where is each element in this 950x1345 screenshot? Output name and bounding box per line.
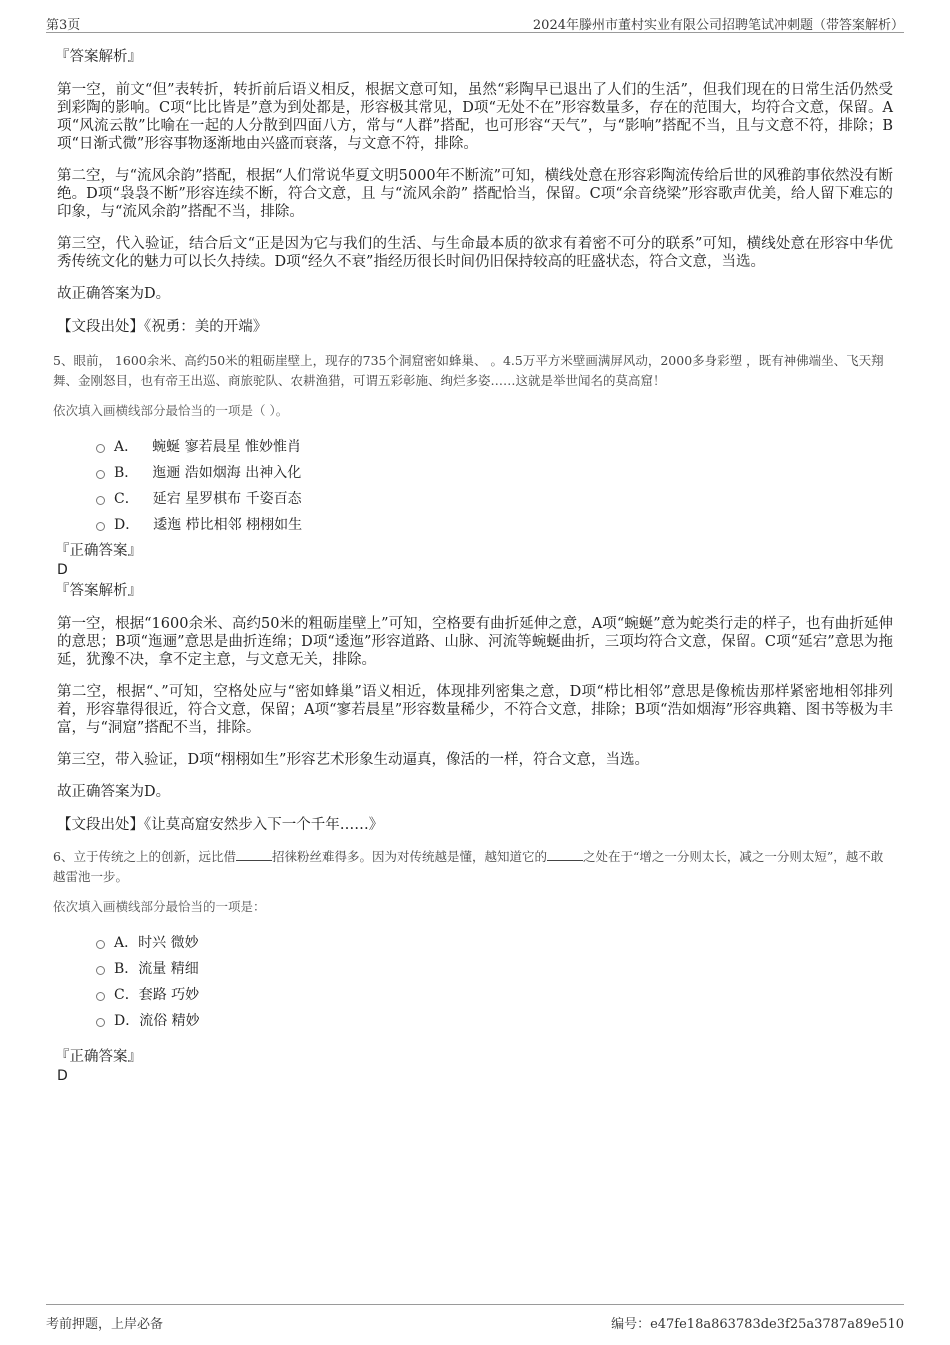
question-5 xyxy=(53,351,893,835)
q6-option-a[interactable]: A． 时兴 微妙 xyxy=(96,929,893,955)
q6-option-b[interactable]: B． 流量 精细 xyxy=(96,955,893,981)
q4-analysis-p1: 第一空，前文“但”表转折，转折前后语义相反，根据文意可知，虽然“彩陶早已退出了人们的生活”，但我们现在的日常生活仍然受到彩陶的影响。C项“比比皆是”意为到处都是，形容极其常见，D项“无处不在”形容数量多，存在的范围大，均符合文意，保留。A项“风流云散”比喻在一起的人分散到四面八方，常与“人群”搭配，也可形容“天气”，与“影响”搭配不当，且与文意不符，排除；B项“日渐式微”形容事物逐渐地由兴盛而衰落，与文意不符，排除。 xyxy=(57,82,893,152)
q5-conclusion: 故正确答案为D。 xyxy=(57,784,171,800)
q5-analysis-p2: 第二空，根据“、”可知，空格处应与“密如蜂巢”语义相近，体现排列密集之意，D项“栉比相邻”意思是像梳齿那样紧密地相邻排列着，形容靠得很近，符合文意，保留；A项“寥若晨星”形容数量稀少，不符合文意，排除；B项“浩如烟海”形容典籍、图书等极为丰富，与“洞窟”搭配不当，排除。 xyxy=(57,684,893,736)
q5-analysis-label: 『答案解析』 xyxy=(55,583,142,599)
q5-option-d[interactable]: D． 逶迤 栉比相邻 栩栩如生 xyxy=(96,511,893,537)
radio-icon[interactable] xyxy=(96,444,105,453)
q5-option-a[interactable]: A． 蜿蜒 寥若晨星 惟妙惟肖 xyxy=(96,433,893,459)
page-footer xyxy=(46,1304,904,1332)
footer-slogan: 考前押题，上岸必备 xyxy=(46,1317,164,1332)
q6-options xyxy=(57,929,893,1033)
q4-source: 【文段出处】《祝勇：美的开端》 xyxy=(57,319,268,335)
q5-answer: D xyxy=(57,562,68,578)
q6-option-d[interactable]: D． 流俗 精妙 xyxy=(96,1007,893,1033)
fill-blank xyxy=(236,848,272,861)
question-6 xyxy=(53,847,893,1085)
page-content xyxy=(53,47,893,1085)
q4-conclusion: 故正确答案为D。 xyxy=(57,286,171,302)
q6-option-c[interactable]: C． 套路 巧妙 xyxy=(96,981,893,1007)
radio-icon[interactable] xyxy=(96,1018,105,1027)
q4-analysis-label: 『答案解析』 xyxy=(55,49,142,65)
radio-icon[interactable] xyxy=(96,966,105,975)
q6-prompt: 依次填入画横线部分最恰当的一项是： xyxy=(53,899,266,914)
q5-options xyxy=(57,433,893,537)
fill-blank xyxy=(547,848,583,861)
q6-stem: 6、立于传统之上的创新，远比借 招徕粉丝难得多。因为对传统越是懂，越知道它的 之处在于“增之一分则太长，减之一分则太短”，越不敢越雷池一步。 xyxy=(53,849,884,884)
q5-source: 【文段出处】《让莫高窟安然步入下一个千年……》 xyxy=(57,817,384,833)
radio-icon[interactable] xyxy=(96,522,105,531)
q4-analysis-p3: 第三空，代入验证，结合后文“正是因为它与我们的生活、与生命最本质的欲求有着密不可分的联系”可知，横线处意在形容中华优秀传统文化的魅力可以长久持续。D项“经久不衰”指经历很长时间仍旧保持较高的旺盛状态，符合文意，当选。 xyxy=(57,236,893,270)
q4-analysis xyxy=(57,47,893,337)
q6-answer-label: 『正确答案』 xyxy=(55,1049,142,1065)
page-header xyxy=(46,12,904,33)
q5-analysis-p1: 第一空，根据“1600余米、高约50米的粗砺崖壁上”可知，空格要有曲折延伸之意，A项“蜿蜒”意为蛇类行走的样子，也有曲折延伸的意思；B项“迤逦”意思是曲折连绵；D项“逶迤”形容道路、山脉、河流等蜿蜒曲折，三项均符合文意，保留。C项“延宕”意思为拖延，犹豫不决，拿不定主意，与文意无关，排除。 xyxy=(57,616,893,668)
q5-analysis-p3: 第三空，带入验证，D项“栩栩如生”形容艺术形象生动逼真，像活的一样，符合文意，当选。 xyxy=(57,752,649,768)
page-number: 第3页 xyxy=(46,18,81,33)
q4-analysis-p2: 第二空，与“流风余韵”搭配，根据“人们常说华夏文明5000年不断流”可知，横线处意在形容彩陶流传给后世的风雅韵事依然没有断绝。D项“袅袅不断”形容连续不断，符合文意，且 与“流风余韵” 搭配恰当，保留。C项“余音绕梁”形容歌声优美，给人留下难忘的印象，与“流风余韵”搭配不当，排除。 xyxy=(57,168,893,220)
q6-answer: D xyxy=(57,1068,68,1084)
q5-option-b[interactable]: B． 迤逦 浩如烟海 出神入化 xyxy=(96,459,893,485)
q5-prompt: 依次填入画横线部分最恰当的一项是（ ）。 xyxy=(53,403,289,418)
document-title: 2024年滕州市董村实业有限公司招聘笔试冲刺题（带答案解析） xyxy=(532,18,904,33)
radio-icon[interactable] xyxy=(96,470,105,479)
radio-icon[interactable] xyxy=(96,940,105,949)
q5-answer-label: 『正确答案』 xyxy=(55,543,142,559)
q5-stem: 5、眼前， 1600余米、高约50米的粗砺崖壁上，现存的735个洞窟密如蜂巢、 。4.5万平方米壁画满屏风动，2000多身彩塑 ，既有神佛端坐、飞天翔舞、金刚怒目，也有帝王出巡、商旅驼队、农耕渔猎，可谓五彩彰施、绚烂多姿……这就是举世闻名的莫高窟！ xyxy=(53,353,884,388)
radio-icon[interactable] xyxy=(96,992,105,1001)
document-code: 编号：e47fe18a863783de3f25a3787a89e510 xyxy=(611,1317,904,1332)
q5-option-c[interactable]: C． 延宕 星罗棋布 千姿百态 xyxy=(96,485,893,511)
radio-icon[interactable] xyxy=(96,496,105,505)
